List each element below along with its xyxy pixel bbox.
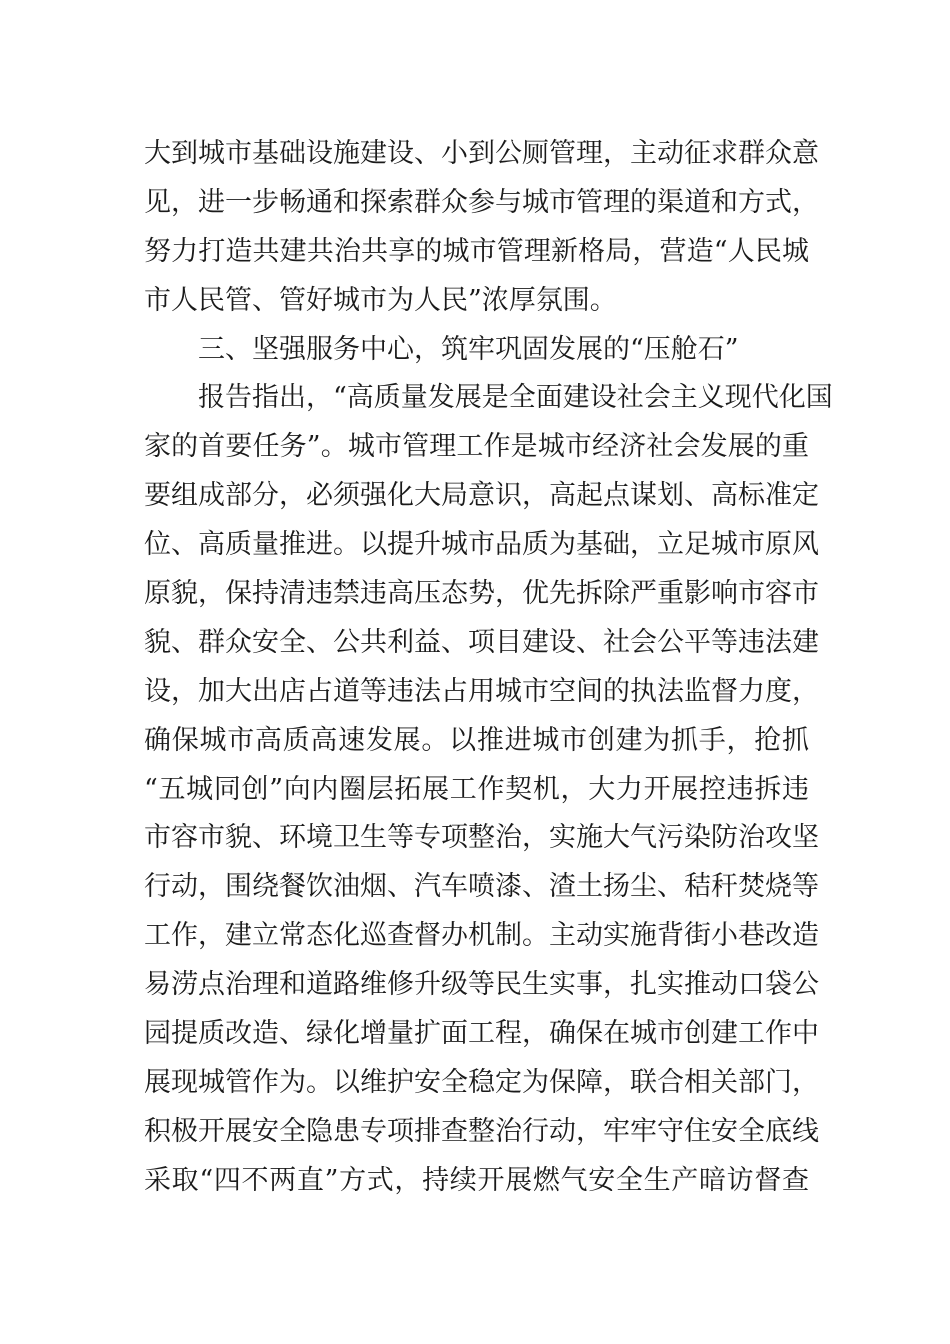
text-line: 家的首要任务”。城市管理工作是城市经济社会发展的重 bbox=[144, 431, 809, 463]
text-line: 设，加大出店占道等违法占用城市空间的执法监督力度， bbox=[144, 675, 819, 707]
text-line: 园提质改造、绿化增量扩面工程，确保在城市创建工作中 bbox=[144, 1018, 819, 1050]
text-line: 见，进一步畅通和探索群众参与城市管理的渠道和方式， bbox=[144, 186, 819, 218]
text-line: “五城同创”向内圈层拓展工作契机，大力开展控违拆违 bbox=[144, 773, 809, 805]
text-line: 位、高质量推进。以提升城市品质为基础，立足城市原风 bbox=[144, 529, 819, 561]
text-line: 易涝点治理和道路维修升级等民生实事，扎实推动口袋公 bbox=[144, 969, 819, 1001]
text-line: 报告指出，“高质量发展是全面建设社会主义现代化国 bbox=[198, 382, 833, 414]
text-line: 积极开展安全隐患专项排查整治行动，牢牢守住安全底线 bbox=[144, 1115, 819, 1147]
text-line: 市人民管、管好城市为人民”浓厚氛围。 bbox=[144, 284, 617, 316]
text-line: 要组成部分，必须强化大局意识，高起点谋划、高标准定 bbox=[144, 480, 819, 512]
text-line: 努力打造共建共治共享的城市管理新格局，营造“人民城 bbox=[144, 235, 809, 267]
text-line: 原貌，保持清违禁违高压态势，优先拆除严重影响市容市 bbox=[144, 578, 819, 610]
text-line: 行动，围绕餐饮油烟、汽车喷漆、渣土扬尘、秸秆焚烧等 bbox=[144, 871, 819, 903]
text-line: 采取“四不两直”方式，持续开展燃气安全生产暗访督查 bbox=[144, 1164, 809, 1196]
document-body bbox=[144, 130, 833, 1206]
text-line: 展现城管作为。以维护安全稳定为保障，联合相关部门， bbox=[144, 1066, 819, 1098]
text-line: 工作，建立常态化巡查督办机制。主动实施背街小巷改造 bbox=[144, 920, 819, 952]
text-line: 貌、群众安全、公共利益、项目建设、社会公平等违法建 bbox=[144, 626, 819, 658]
text-line: 确保城市高质高速发展。以推进城市创建为抓手，抢抓 bbox=[144, 724, 809, 756]
text-line: 大到城市基础设施建设、小到公厕管理，主动征求群众意 bbox=[144, 138, 819, 169]
text-line: 市容市貌、环境卫生等专项整治，实施大气污染防治攻坚 bbox=[144, 822, 819, 854]
section-heading: 三、坚强服务中心，筑牢巩固发展的“压舱石” bbox=[198, 333, 739, 365]
